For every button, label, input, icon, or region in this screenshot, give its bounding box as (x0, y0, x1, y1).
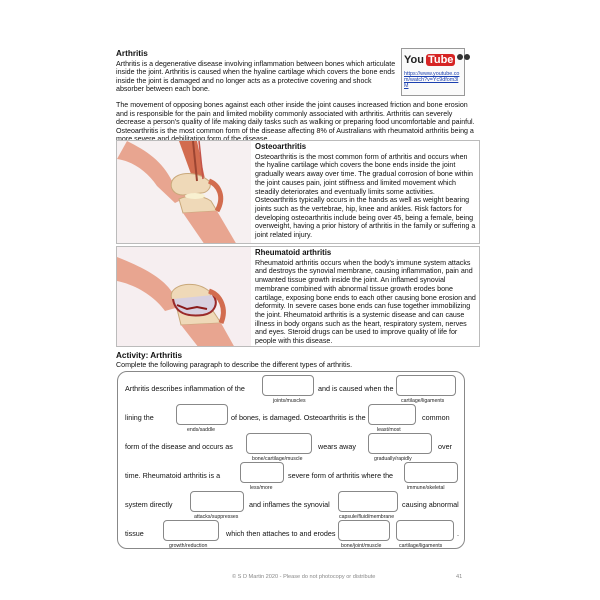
arthritis-intro-text: Arthritis is a degenerative disease involving inflammation between bones which articulate inside the joint. Arthritis is caused when the hyaline cartilage which covers the bone ends inside the joint is damaged and no longer acts as a protective covering and shock absorber between each bone. (116, 59, 396, 94)
rheumatoid-text-block (255, 249, 477, 346)
page-number: 41 (456, 574, 463, 580)
youtube-link-box[interactable] (401, 48, 465, 96)
osteoarthritis-text: Osteoarthritis is the most common form of arthritis and occurs when the hyaline cartilage which covers the bone ends inside the joint gradually wears away over time. The gradual corrosion of bone within the joint causes pain, joint stiffness and limited movement which steadily deteriorates and eventually limits some activities. Osteoarthritis typically occurs in the hands as well as weight bearing joints such as the vertebrae, hip, knee and ankles. Risk factors for developing osteoarthritis include being over 45, being a female, being overweight, having a prior history of arthritis in the family or suffering a joint related injury. (255, 152, 476, 240)
rheumatoid-text: Rheumatoid arthritis occurs when the body's immune system attacks and destroys the synovial membrane, causing inflammation, pain and unwanted tissue growth inside the joint. An inflamed synovial membrane combined with abnormal tissue growth erodes bone cartilage, exposing bone ends to each other causing bone erosion and deformity. In severe cases bone ends can fuse together immobilizing the joint. Rheumatoid arthritis is a systemic disease and can cause illness in body organs such as the heart, respiratory system, nerves and eyes. Steroid drugs can be used to improve quality of life for people with this disease. (255, 258, 476, 346)
blank-ends-saddle[interactable] (176, 404, 228, 425)
cloze-row-6: tissue growth/reduction which then attaches to and erodes bone/joint/muscle cartilage/ligaments . (118, 520, 464, 550)
blank-cartilage-ligaments-2[interactable] (396, 520, 454, 541)
cloze-row-1: Arthritis describes inflammation of the joints/muscles and is caused when the cartilage/ligaments (118, 375, 464, 405)
youtube-logo: You Tube (404, 51, 462, 69)
osteoarthritis-knee-illustration (117, 141, 251, 243)
rheumatoid-title: Rheumatoid arthritis (255, 248, 332, 257)
blank-less-more[interactable] (240, 462, 284, 483)
blank-bone-cartilage-muscle[interactable] (246, 433, 312, 454)
blank-capsule-fluid-membrane[interactable] (338, 491, 398, 512)
blank-least-most[interactable] (368, 404, 416, 425)
osteoarthritis-title: Osteoarthritis (255, 142, 307, 151)
blank-joints-muscles[interactable] (262, 375, 314, 396)
activity-cloze-box (117, 371, 465, 549)
osteoarthritis-panel (116, 140, 480, 244)
blank-cartilage-ligaments-1[interactable] (396, 375, 456, 396)
cloze-row-2: lining the ends/saddle of bones, is damaged. Osteoarthritis is the least/most common (118, 404, 464, 434)
film-reel-icon (457, 54, 462, 66)
youtube-url-link[interactable]: https://www.youtube.com/watch?v=Yc9dfom3lM (404, 71, 460, 90)
blank-attacks-suppresses[interactable] (190, 491, 244, 512)
activity-title: Activity: Arthritis (116, 351, 183, 360)
blank-bone-joint-muscle[interactable] (338, 520, 390, 541)
blank-gradually-rapidly[interactable] (368, 433, 432, 454)
osteoarthritis-text-block (255, 143, 477, 240)
cloze-row-3: form of the disease and occurs as bone/cartilage/muscle wears away gradually/rapidly over (118, 433, 464, 463)
rheumatoid-knee-illustration (117, 247, 251, 346)
blank-immune-skeletal[interactable] (404, 462, 458, 483)
arthritis-title: Arthritis (116, 49, 148, 58)
arthritis-continued-text: The movement of opposing bones against each other inside the joint causes increased friction and bone erosion and is responsible for the pain and limited mobility commonly associated with arthritis. Arthritis can severely decrease a person's quality of life making daily tasks such as walking or preparing food uncomfortable and painful. Osteoarthritis is the most common form of the disease affecting 8% of Australians with rheumatoid arthritis being a (116, 101, 475, 135)
cloze-row-5: system directly attacks/suppresses and inflames the synovial capsule/fluid/membrane causing abnormal (118, 491, 464, 521)
cloze-row-4: time. Rheumatoid arthritis is a less/more severe form of arthritis where the immune/skeletal (118, 462, 464, 492)
copyright-notice: © S D Martin 2020 - Please do not photocopy or distribute (232, 574, 376, 580)
activity-instructions: Complete the following paragraph to describe the different types of arthritis. (116, 361, 353, 369)
blank-growth-reduction[interactable] (163, 520, 219, 541)
rheumatoid-panel (116, 246, 480, 347)
